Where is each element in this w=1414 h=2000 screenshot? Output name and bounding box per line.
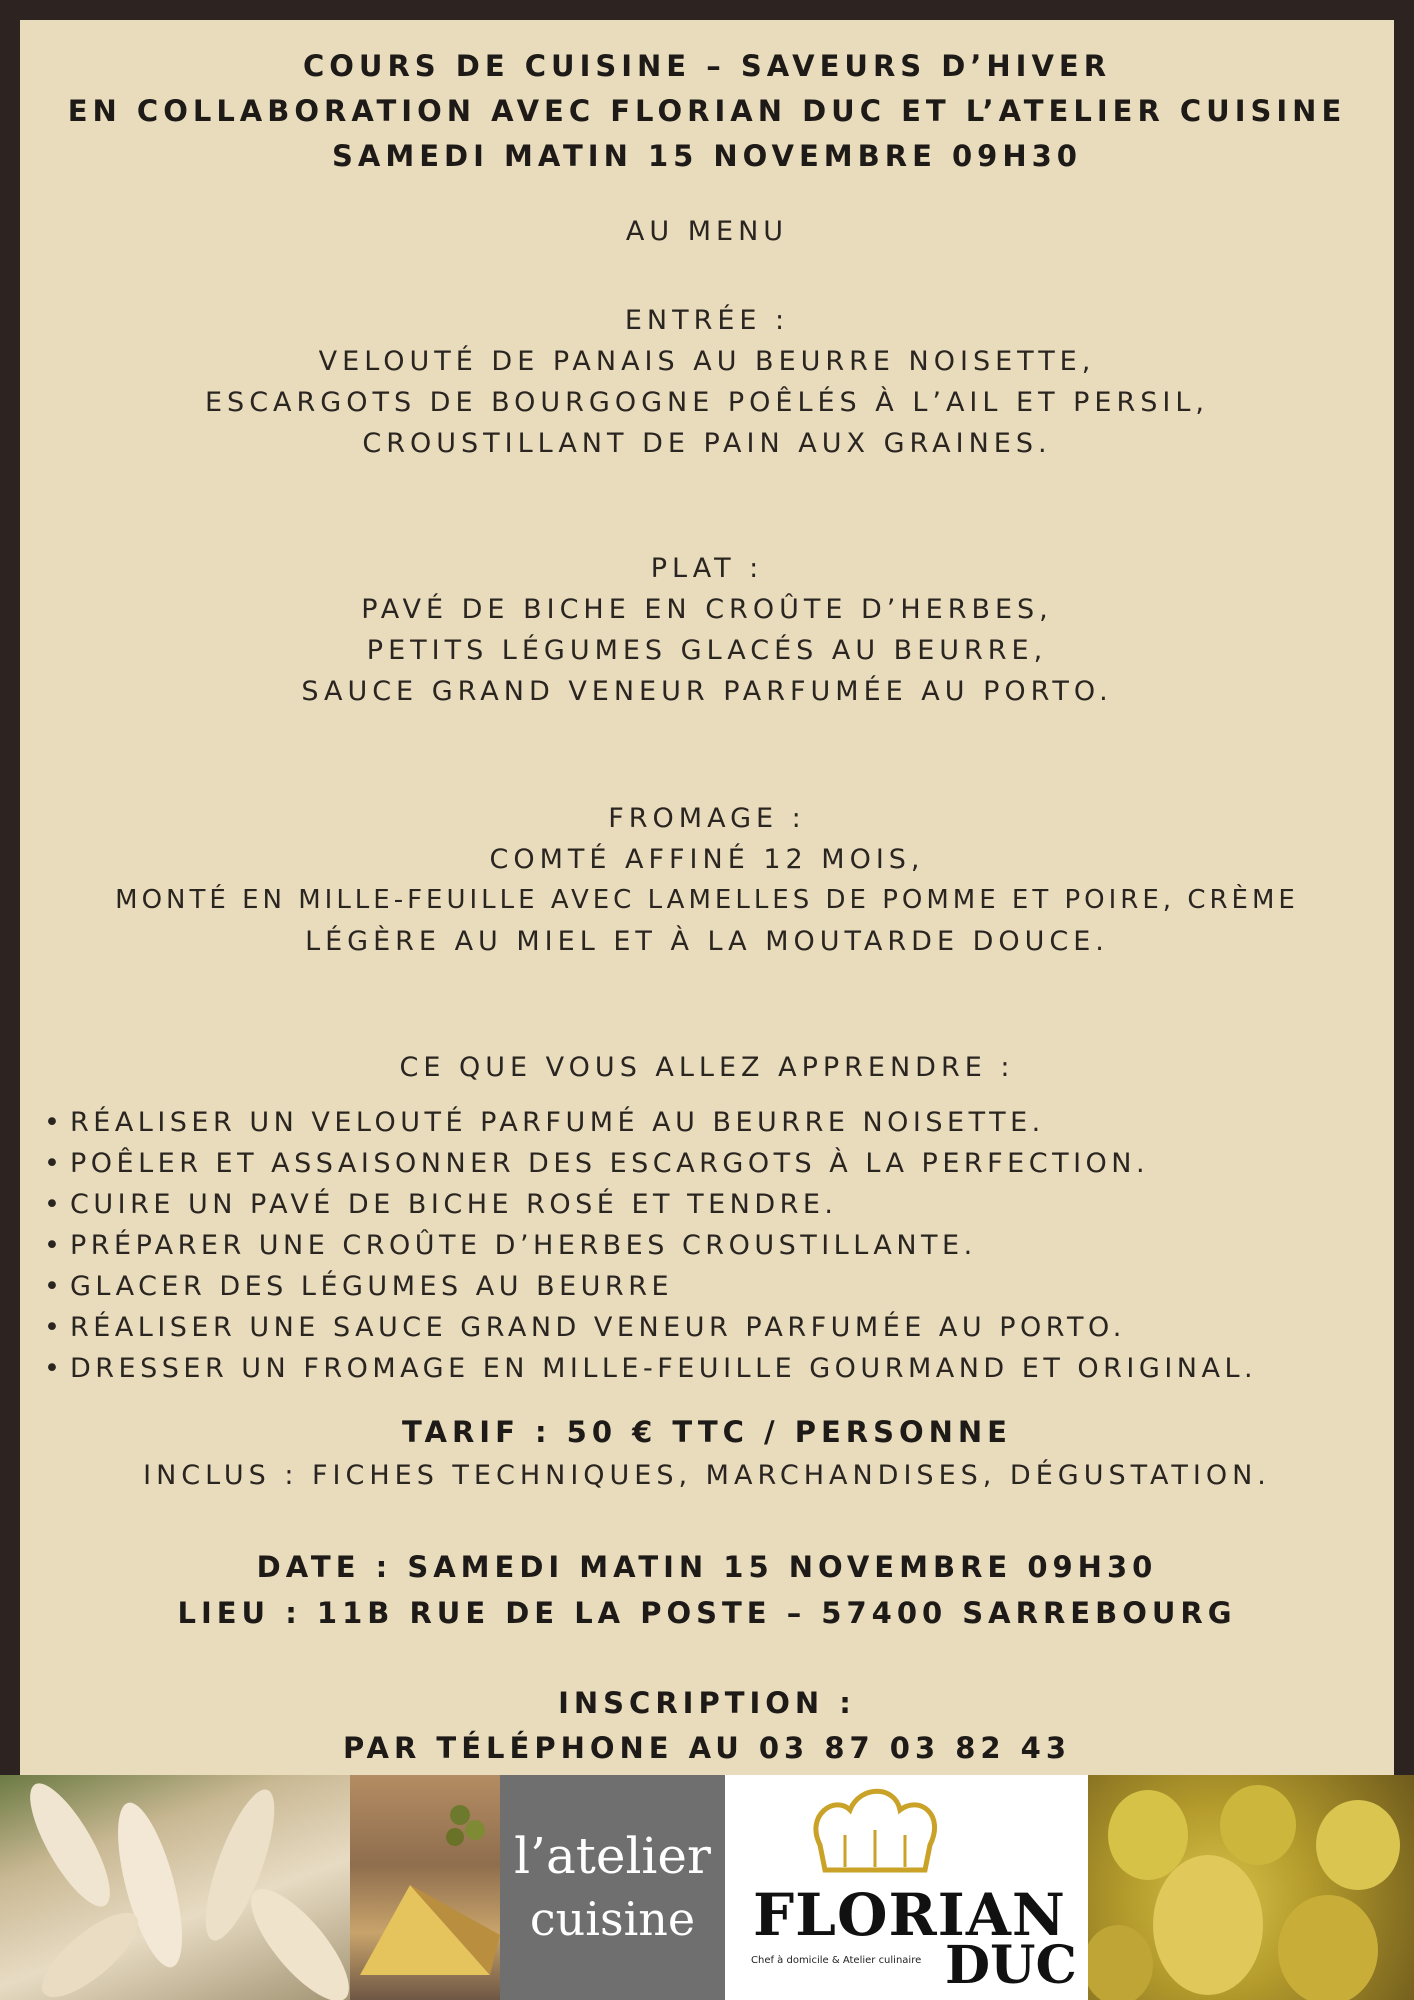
inscription-title: INSCRIPTION : [558, 1686, 856, 1720]
list-item [34, 1307, 1257, 1348]
list-item [34, 1225, 1257, 1266]
parsnips-photo [0, 1775, 350, 2000]
florian-logo-duc: DUC [945, 1935, 1077, 1996]
pears-illustration [1088, 1775, 1414, 2000]
bullet-icon: • [44, 1189, 60, 1220]
list-item-text: POÊLER ET ASSAISONNER DES ESCARGOTS À LA PERFECTION. [70, 1148, 1150, 1179]
list-item-text: CUIRE UN PAVÉ DE BICHE ROSÉ ET TENDRE. [70, 1189, 838, 1220]
list-item [34, 1143, 1257, 1184]
atelier-logo-line2: cuisine [529, 1892, 696, 1946]
fromage-title: FROMAGE : [608, 803, 806, 834]
parsnips-illustration [0, 1775, 350, 2000]
atelier-logo-line1: l’atelier [514, 1827, 711, 1885]
bullet-icon: • [44, 1353, 60, 1384]
entree-line: VELOUTÉ DE PANAIS AU BEURRE NOISETTE, [318, 346, 1096, 377]
list-item [34, 1266, 1257, 1307]
event-title: COURS DE CUISINE – SAVEURS D’HIVER [302, 49, 1112, 83]
learn-title-text: CE QUE VOUS ALLEZ APPRENDRE : [399, 1052, 1015, 1083]
list-item-text: GLACER DES LÉGUMES AU BEURRE [70, 1271, 674, 1302]
bullet-icon: • [44, 1312, 60, 1343]
list-item [34, 1184, 1257, 1225]
entree-line: ESCARGOTS DE BOURGOGNE POÊLÉS À L’AIL ET PERSIL, [205, 387, 1209, 418]
plat-line: SAUCE GRAND VENEUR PARFUMÉE AU PORTO. [301, 676, 1113, 707]
info-date: DATE : SAMEDI MATIN 15 NOVEMBRE 09H30 [256, 1550, 1158, 1584]
plat-title: PLAT : [650, 553, 764, 584]
inscription-phone: PAR TÉLÉPHONE AU 03 87 03 82 43 [342, 1731, 1072, 1765]
bullet-icon: • [44, 1230, 60, 1261]
list-item [34, 1102, 1257, 1143]
pricing-tarif: TARIF : 50 € TTC / PERSONNE [401, 1415, 1012, 1449]
florian-logo-name: FLORIAN [753, 1881, 1066, 1949]
fromage-line: COMTÉ AFFINÉ 12 MOIS, [489, 844, 925, 875]
entree-section [20, 300, 1394, 464]
info-lieu: LIEU : 11B RUE DE LA POSTE – 57400 SARREBOURG [177, 1596, 1237, 1630]
bullet-icon: • [44, 1107, 60, 1138]
entree-title: ENTRÉE : [624, 305, 790, 336]
footer-images [0, 1775, 1414, 2000]
list-item-text: DRESSER UN FROMAGE EN MILLE-FEUILLE GOURMAND ET ORIGINAL. [70, 1353, 1258, 1384]
list-item [34, 1348, 1257, 1389]
plat-line: PETITS LÉGUMES GLACÉS AU BEURRE, [366, 635, 1048, 666]
atelier-cuisine-logo [500, 1775, 725, 2000]
plat-section [20, 548, 1394, 712]
learn-title [20, 1047, 1394, 1088]
plat-line: PAVÉ DE BICHE EN CROÛTE D’HERBES, [361, 594, 1053, 625]
cheese-photo [350, 1775, 500, 2000]
bullet-icon: • [44, 1148, 60, 1179]
pears-photo [1088, 1775, 1414, 2000]
learn-list [34, 1102, 1257, 1389]
florian-logo-tagline: Chef à domicile & Atelier culinaire [751, 1955, 922, 1966]
menu-heading: AU MENU [625, 216, 789, 247]
florian-duc-logo [725, 1775, 1088, 2000]
list-item-text: PRÉPARER UNE CROÛTE D’HERBES CROUSTILLANTE. [70, 1230, 977, 1261]
pricing-inclus: INCLUS : FICHES TECHNIQUES, MARCHANDISES, DÉGUSTATION. [143, 1460, 1271, 1491]
fromage-line: MONTÉ EN MILLE-FEUILLE AVEC LAMELLES DE POMME ET POIRE, CRÈME [115, 885, 1299, 915]
list-item-text: RÉALISER UNE SAUCE GRAND VENEUR PARFUMÉE AU PORTO. [70, 1312, 1126, 1343]
collaboration-line: EN COLLABORATION AVEC FLORIAN DUC ET L’ATELIER CUISINE [67, 94, 1347, 128]
header-date: SAMEDI MATIN 15 NOVEMBRE 09H30 [332, 139, 1082, 173]
entree-line: CROUSTILLANT DE PAIN AUX GRAINES. [362, 428, 1052, 459]
bullet-icon: • [44, 1271, 60, 1302]
cheese-illustration [350, 1775, 500, 2000]
fromage-line: LÉGÈRE AU MIEL ET À LA MOUTARDE DOUCE. [305, 926, 1109, 957]
list-item-text: RÉALISER UN VELOUTÉ PARFUMÉ AU BEURRE NOISETTE. [70, 1107, 1045, 1138]
header [20, 44, 1394, 179]
fromage-section [20, 798, 1394, 962]
poster [20, 20, 1394, 1775]
